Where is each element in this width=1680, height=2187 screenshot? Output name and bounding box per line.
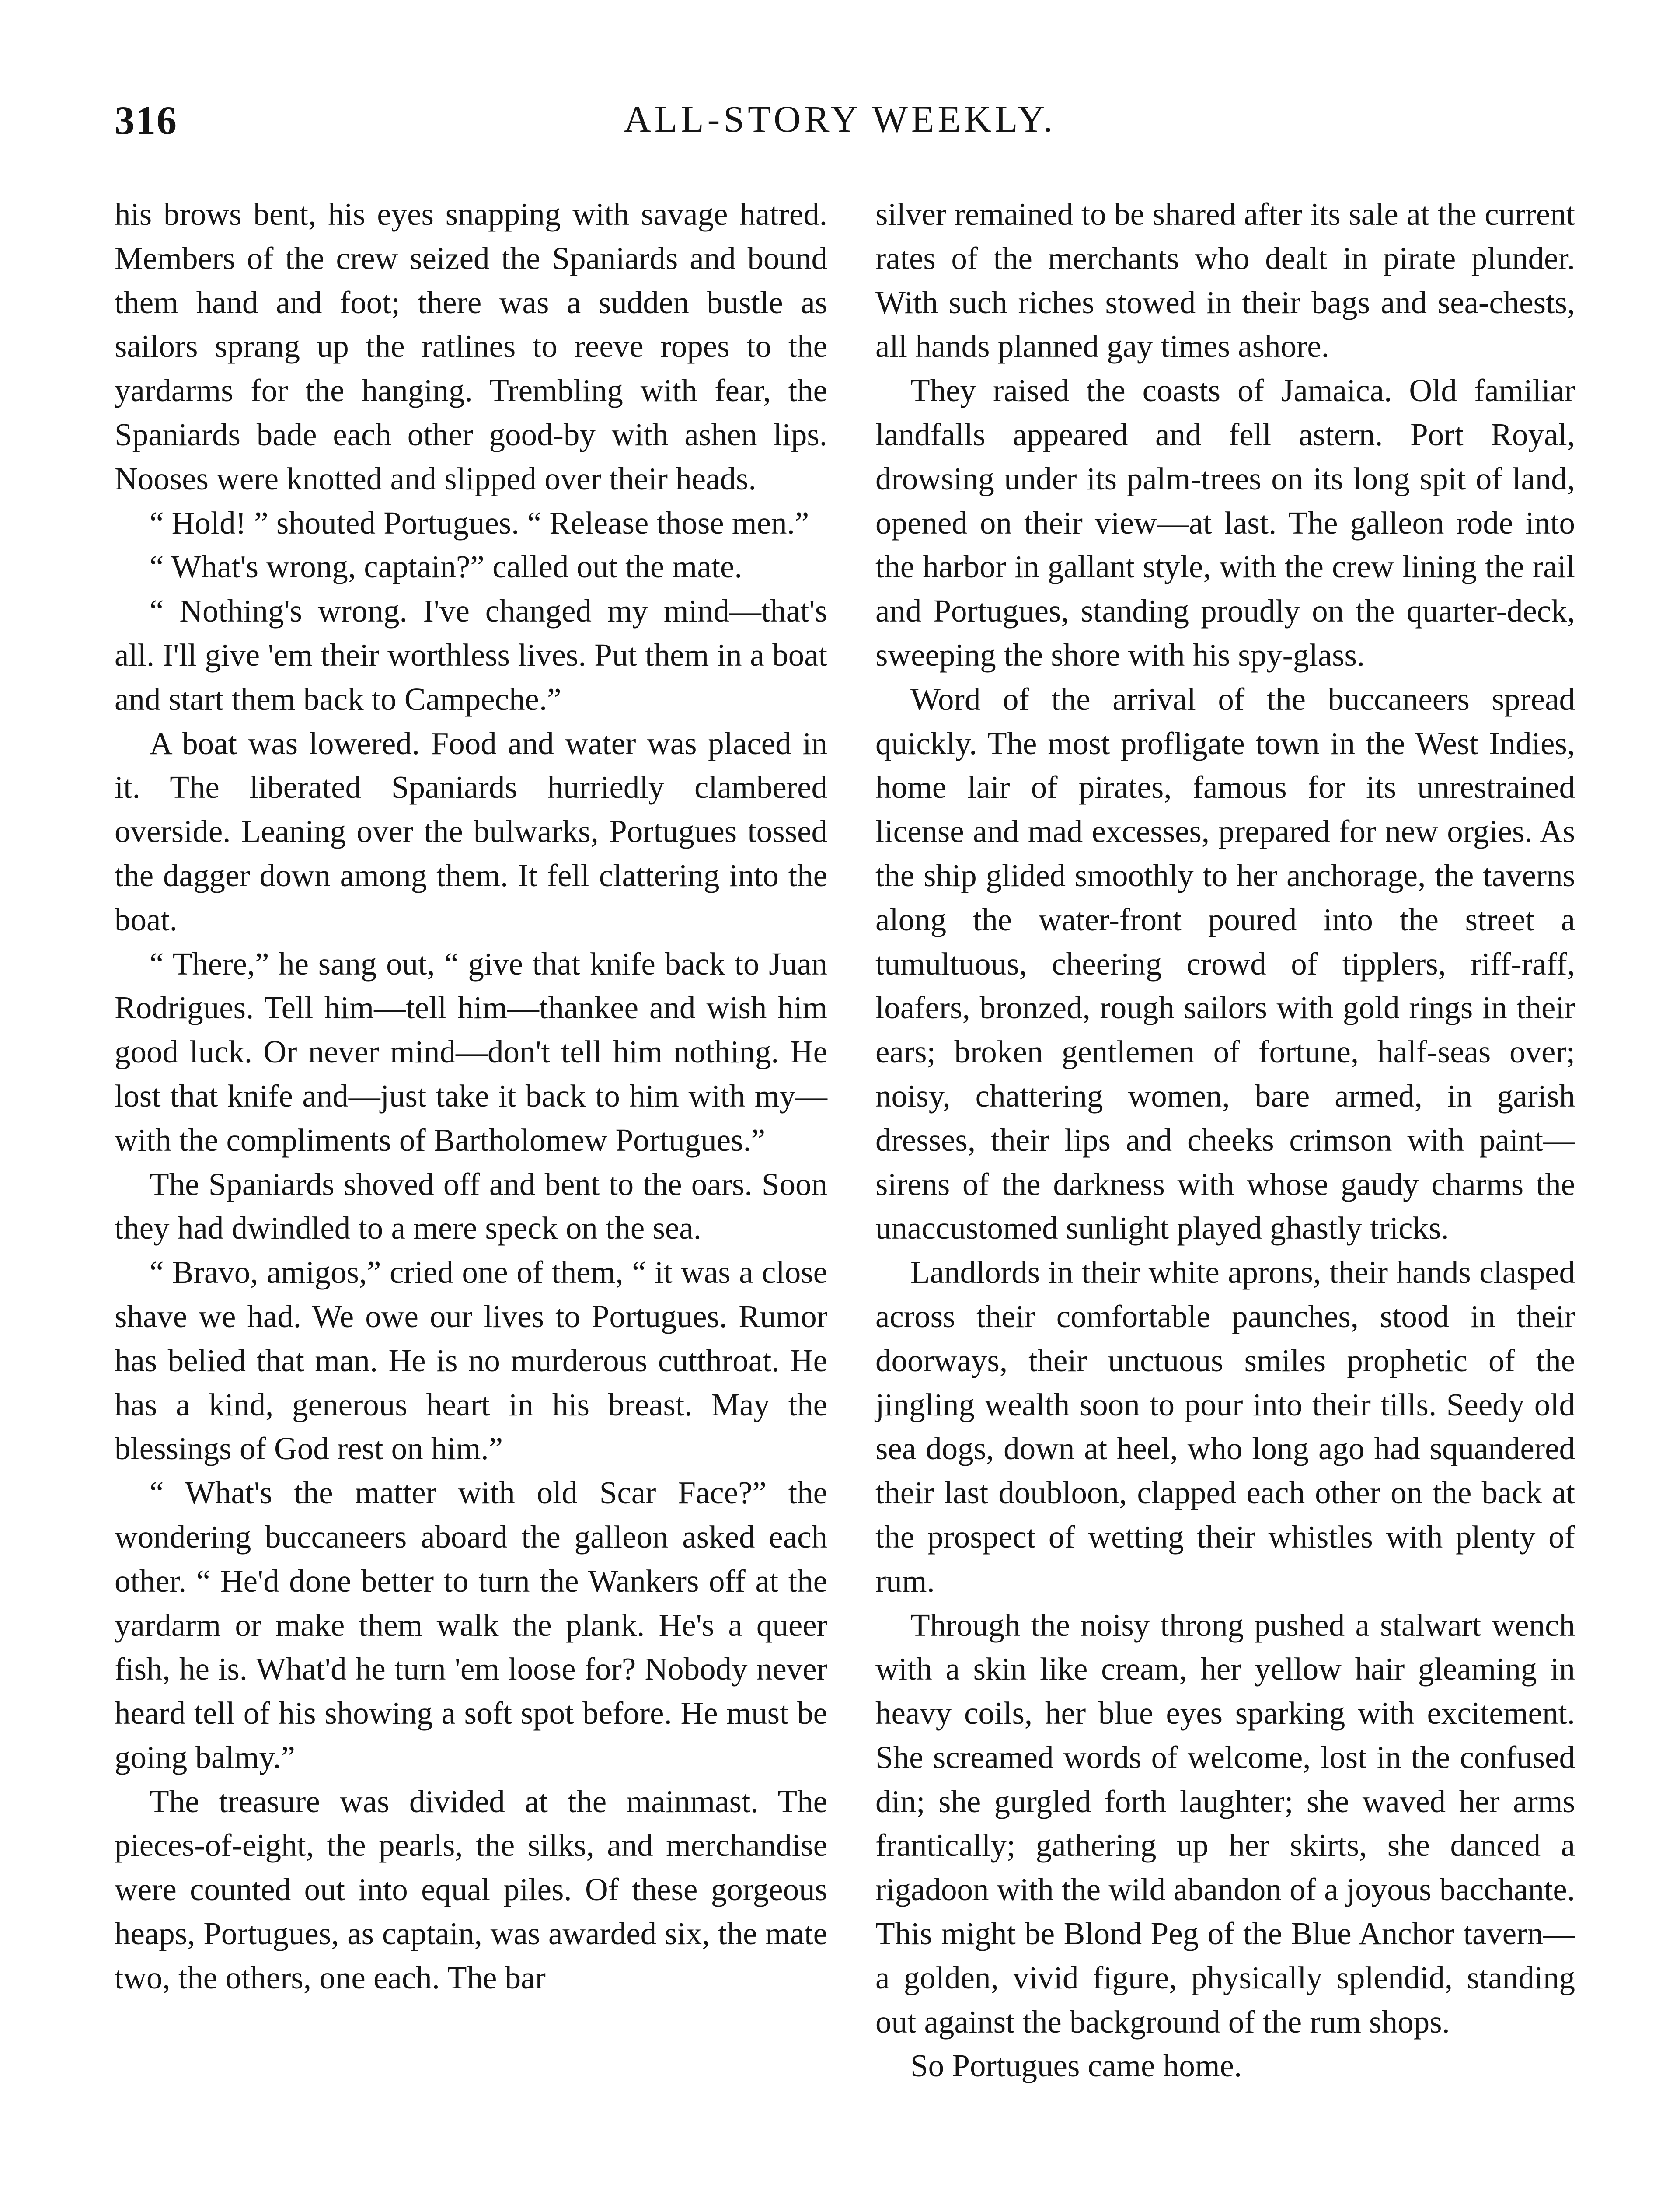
running-head: ALL-STORY WEEKLY. (624, 98, 1056, 140)
paragraph: Word of the arrival of the buccaneers spread quickly. The most profligate town in the West Indies, home lair of pirates, famous for its unrestrained license and mad excesses, prepared for new orgies. As the ship glided smoothly to her anchorage, the taverns along the water-front poured into the street a tumultuous, cheering crowd of tipplers, riff-raff, loafers, bronzed, rough sailors with gold rings in their ears; broken gentlemen of fortune, half-seas over; noisy, chattering women, bare armed, in garish dresses, their lips and cheeks crimson with paint—sirens of the darkness with whose gaudy charms the unaccustomed sunlight played ghastly tricks. (875, 681, 1575, 1246)
paragraph: A boat was lowered. Food and water was placed in it. The liberated Spaniards hurriedly clambered overside. Leaning over the bulwarks, Portugues tossed the dagger down among them. It fell clattering into the boat. (115, 725, 827, 937)
page-number: 316 (115, 98, 178, 143)
paragraph: The Spaniards shoved off and bent to the oars. Soon they had dwindled to a mere speck on the sea. (115, 1166, 827, 1246)
paragraph: The treasure was divided at the mainmast. The pieces-of-eight, the pearls, the silks, and merchandise were counted out into equal piles. Of these gorgeous heaps, Portugues, as captain, was awarded six, the mate two, the others, one each. The bar (115, 1783, 827, 1995)
paragraph: So Portugues came home. (910, 2048, 1242, 2084)
left-column (115, 192, 827, 2000)
right-column (875, 192, 1575, 2088)
paragraph: silver remained to be shared after its sale at the current rates of the merchants who dealt in pirate plunder. With such riches stowed in their bags and sea-chests, all hands planned gay times ashore. (875, 196, 1575, 364)
paragraph: “ Nothing's wrong. I've changed my mind—that's all. I'll give 'em their worthless lives. Put them in a boat and start them back to Campeche.” (115, 593, 827, 717)
paragraph: “ There,” he sang out, “ give that knife back to Juan Rodrigues. Tell him—tell him—thankee and wish him good luck. Or never mind—don't tell him nothing. He lost that knife and—just take it back to him with my—with the compliments of Bartholomew Portugues.” (115, 946, 827, 1158)
paragraph: “ What's wrong, captain?” called out the mate. (150, 549, 742, 585)
paragraph: They raised the coasts of Jamaica. Old familiar landfalls appeared and fell astern. Port Royal, drowsing under its palm-trees on its long spit of land, opened on their view—at last. The galleon rode into the harbor in gallant style, with the crew lining the rail and Portugues, standing proudly on the quarter-deck, sweeping the shore with his spy-glass. (875, 373, 1575, 673)
paragraph: Landlords in their white aprons, their hands clasped across their comfortable paunches, stood in their doorways, their unctuous smiles prophetic of the jingling wealth soon to pour into their tills. Seedy old sea dogs, down at heel, who long ago had squandered their last doubloon, clapped each other on the back at the prospect of wetting their whistles with plenty of rum. (875, 1254, 1575, 1599)
paragraph: “ Bravo, amigos,” cried one of them, “ it was a close shave we had. We owe our lives to Portugues. Rumor has belied that man. He is no murderous cutthroat. He has a kind, generous heart in his breast. May the blessings of God rest on him.” (115, 1254, 827, 1467)
paragraph: “ Hold! ” shouted Portugues. “ Release those men.” (150, 505, 809, 541)
paragraph: his brows bent, his eyes snapping with savage hatred. Members of the crew seized the Spaniards and bound them hand and foot; there was a sudden bustle as sailors sprang up the ratlines to reeve ropes to the yardarms for the hanging. Trembling with fear, the Spaniards bade each other good-by with ashen lips. Nooses were knotted and slipped over their heads. (115, 196, 827, 496)
paragraph: Through the noisy throng pushed a stalwart wench with a skin like cream, her yellow hair gleaming in heavy coils, her blue eyes sparking with excitement. She screamed words of welcome, lost in the confused din; she gurgled forth laughter; she waved her arms frantically; gathering up her skirts, she danced a rigadoon with the wild abandon of a joyous bacchante. This might be Blond Peg of the Blue Anchor tavern—a golden, vivid figure, physically splendid, standing out against the background of the rum shops. (875, 1607, 1575, 2040)
paragraph: “ What's the matter with old Scar Face?” the wondering buccaneers aboard the galleon asked each other. “ He'd done better to turn the Wankers off at the yardarm or make them walk the plank. He's a queer fish, he is. What'd he turn 'em loose for? Nobody never heard tell of his showing a soft spot before. He must be going balmy.” (115, 1475, 827, 1775)
